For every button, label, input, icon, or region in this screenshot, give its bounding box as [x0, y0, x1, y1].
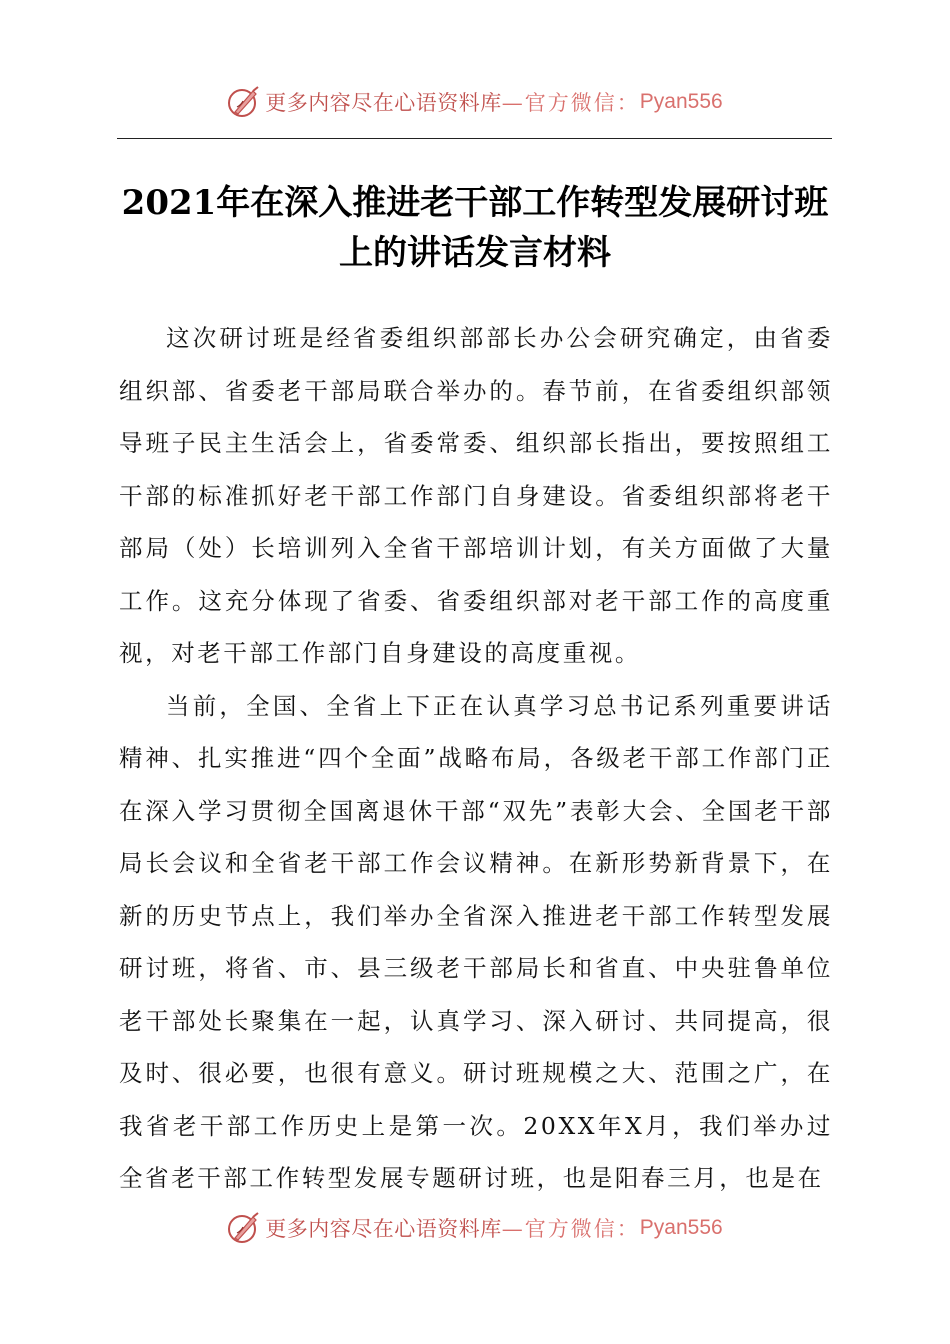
watermark-slogan: 更多内容尽在心语资料库: [265, 91, 502, 115]
body-paragraph: 这次研讨班是经省委组织部部长办公会研究确定，由省委组织部、省委老干部局联合举办的。春节前，在省委组织部领导班子民主生活会上，省委常委、组织部长指出，要按照组工干部的标准抓好老干部工作部门自身建设。省委组织部将老干部局（处）长培训列入全省干部培训计划，有关方面做了大量工作。这充分体现了省委、省委组织部对老干部工作的高度重视，对老干部工作部门自身建设的高度重视。: [119, 324, 833, 667]
watermark-wechat-label: —官方微信：: [501, 1217, 640, 1241]
document-title: [110, 178, 840, 278]
quill-logo-icon: [227, 1211, 261, 1245]
document-body: [119, 312, 833, 1205]
watermark-wechat-label: —官方微信：: [501, 91, 640, 115]
title-line-1: 2021年在深入推进老干部工作转型发展研讨班: [121, 183, 829, 223]
body-paragraph: 当前，全国、全省上下正在认真学习总书记系列重要讲话精神、扎实推进“四个全面”战略布局，各级老干部工作部门正在深入学习贯彻全国离退休干部“双先”表彰大会、全国老干部局长会议和全省老干部工作会议精神。在新形势新背景下，在新的历史节点上，我们举办全省深入推进老干部工作转型发展研讨班，将省、市、县三级老干部局长和省直、中央驻鲁单位老干部处长聚集在一起，认真学习、深入研讨、共同提高，很及时、很必要，也很有意义。研讨班规模之大、范围之广，在我省老干部工作历史上是第一次。20XX年X月，我们举办过全省老干部工作转型发展专题研讨班，也是阳春三月，也是在: [119, 691, 833, 1192]
watermark-wechat-id: Pyan556: [639, 90, 723, 113]
quill-logo-icon: [227, 85, 261, 119]
header-watermark-banner: [0, 82, 950, 122]
watermark-slogan: 更多内容尽在心语资料库: [265, 1217, 502, 1241]
footer-watermark-banner: [0, 1208, 950, 1248]
title-line-2: 上的讲话发言材料: [339, 233, 611, 273]
watermark-wechat-id: Pyan556: [639, 1216, 723, 1239]
header-divider: [117, 138, 832, 139]
